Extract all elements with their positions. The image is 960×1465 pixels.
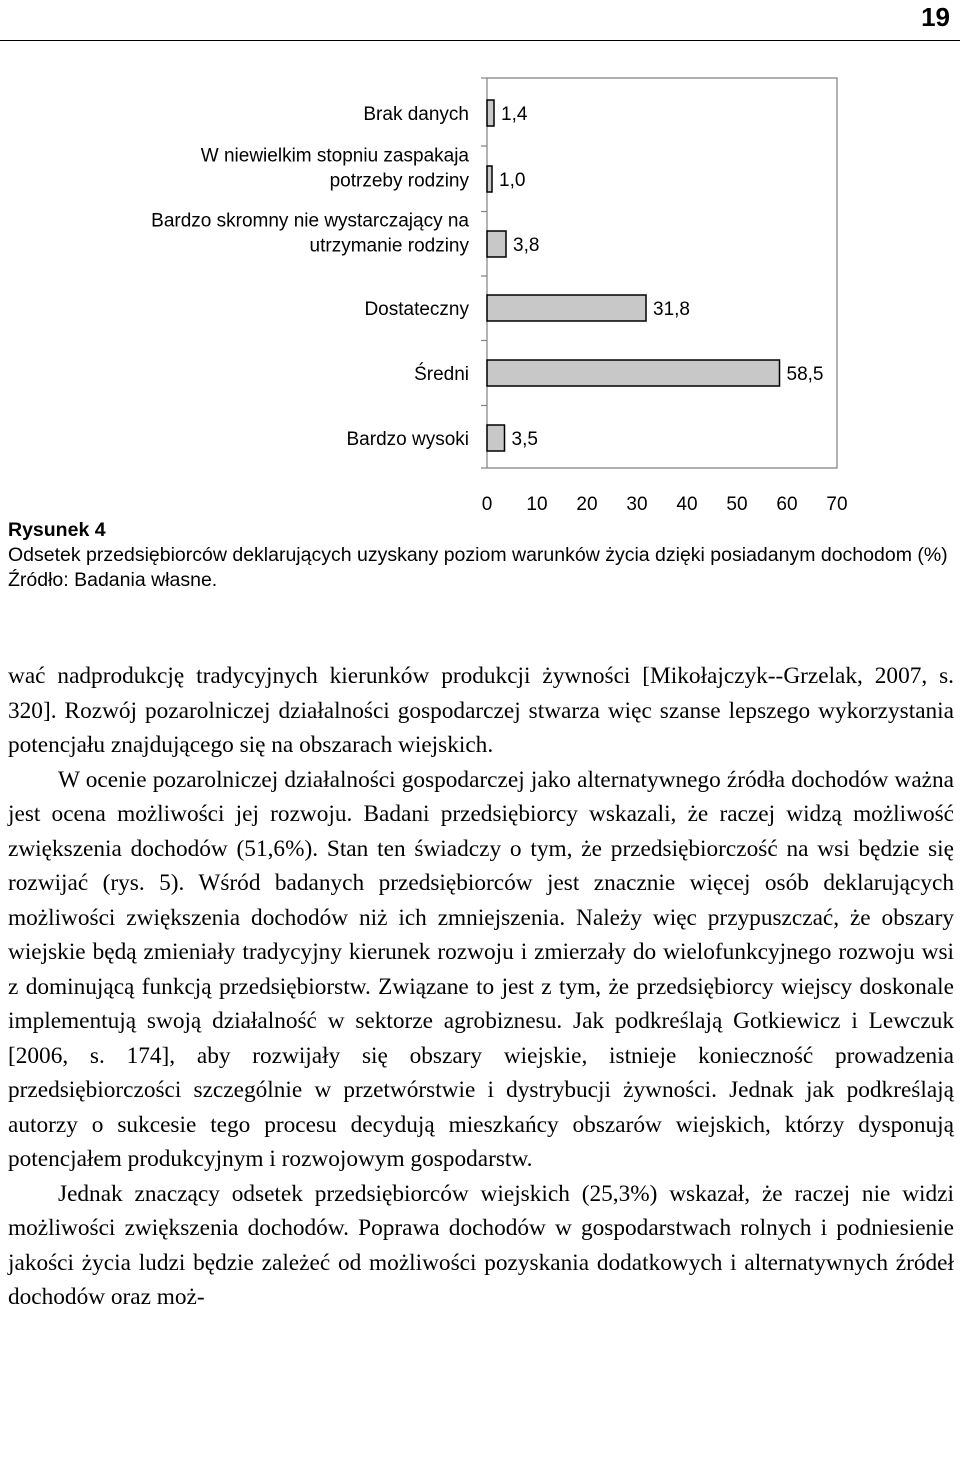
x-tick-label: 60 [776,494,798,515]
data-label: 58,5 [786,364,824,385]
data-label: 3,5 [511,429,538,450]
category-label: Bardzo skromny nie wystarczający na [151,210,469,232]
category-label: utrzymanie rodziny [309,235,469,257]
figure-caption [8,518,953,593]
paragraph: W ocenie pozarolniczej działalności gospodarczej jako alternatywnego źródła dochodów ważna jest ocena możliwości jej rozwoju. Badani przedsiębiorcy wskazali, że raczej widzą możliwość zwiększenia dochodów (51,6%). Stan ten świadczy o tym, że przedsiębiorczość na wsi będzie się rozwijać (rys. 5). Wśród badanych przedsiębiorców jest znacznie więcej osób deklarujących możliwości zwiększenia dochodów niż ich zmniejszenia. Należy więc przypuszczać, że obszary wiejskie będą zmieniały tradycyjny kierunek rozwoju i zmierzały do wielofunkcyjnego rozwoju wsi z dominującą funkcją przedsiębiorstw. Związane to jest z tym, że przedsiębiorcy wiejscy doskonale implementują swoją działalność w sektorze agrobiznesu. Jak podkreślają Gotkiewicz i Lewczuk [2006, s. 174], aby rozwijały się obszary wiejskie, istnieje konieczność prowadzenia przedsiębiorczości szczególnie w przetwórstwie i dystrybucji żywności. Jednak jak podkreślają autorzy o sukcesie tego procesu decydują mieszkańcy obszarów wiejskich, którzy dysponują potencjałem produkcyjnym i rozwojowym gospodarstw. [8,766,954,1172]
figure-title: Rysunek 4 [8,519,106,541]
bar [487,425,505,451]
page-number: 19 [921,2,950,32]
category-label: Bardzo wysoki [346,429,469,450]
bar [487,166,492,192]
category-label: Średni [414,364,469,385]
figure-description: Odsetek przedsiębiorców deklarujących uzyskany poziom warunków życia dzięki posiadanym dochodom (%) [8,544,948,566]
data-label: 3,8 [513,235,540,256]
x-tick-label: 40 [676,494,698,515]
category-label: W niewielkim stopniu zaspakaja [200,145,469,167]
data-label: 1,4 [501,104,528,125]
category-label: Dostateczny [364,299,469,320]
category-label: potrzeby rodziny [329,170,469,192]
paragraph: Jednak znaczący odsetek przedsiębiorców wiejskich (25,3%) wskazał, że raczej nie widzi możliwości zwiększenia dochodów. Poprawa dochodów w gospodarstwach rolnych i podniesienie jakości życia ludzi będzie zależeć od możliwości pozyskania dodatkowych i alternatywnych źródeł dochodów oraz moż- [8,1180,954,1310]
figure-source: Źródło: Badania własne. [8,569,218,591]
data-label: 1,0 [499,170,526,191]
paragraph: wać nadprodukcję tradycyjnych kierunków produkcji żywności [Mikołajczyk--Grzelak, 2007, s. 320]. Rozwój pozarolniczej działalności gospodarczej stwarza więc szanse lepszego wykorzystania potencjału znajdującego się na obszarach wiejskich. [8,663,954,758]
x-tick-label: 10 [526,494,548,515]
x-tick-label: 70 [826,494,848,515]
bar [487,231,506,257]
bar [487,100,494,126]
bar [487,295,646,321]
bar [487,360,780,386]
x-tick-label: 20 [576,494,598,515]
body-text [8,659,954,1315]
data-label: 31,8 [653,299,690,320]
category-label: Brak danych [363,104,469,125]
x-tick-label: 0 [481,494,493,515]
plot-frame [487,78,837,468]
bar-chart [0,60,960,515]
header-rule [0,40,960,41]
x-tick-label: 30 [626,494,648,515]
x-tick-label: 50 [726,494,748,515]
